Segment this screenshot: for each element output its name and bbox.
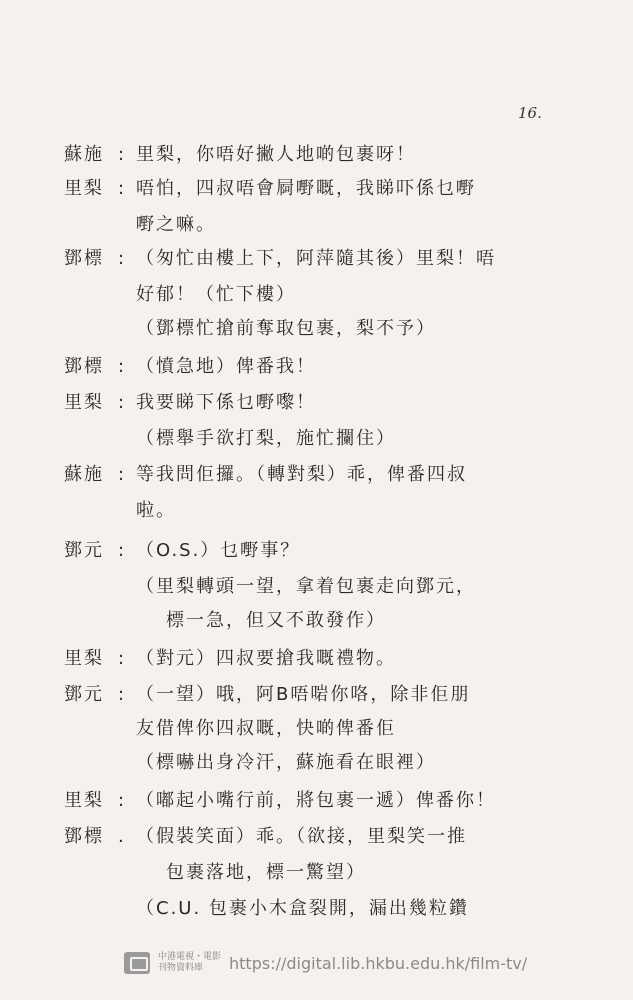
speaker-name: 鄧標 — [64, 248, 104, 269]
speaker-colon: : — [118, 356, 127, 377]
speaker-colon: : — [118, 178, 127, 199]
line-text: 啦。 — [136, 500, 176, 521]
line-text: 我要睇下係乜嘢嚟！ — [136, 392, 316, 413]
line-text: 友借俾你四叔嘅，快啲俾番佢 — [136, 718, 396, 739]
logo-line-2: 刊物資料庫 — [158, 963, 204, 973]
speaker-colon: : — [118, 648, 127, 669]
speaker-colon: : — [118, 790, 127, 811]
speaker-colon: : — [118, 392, 127, 413]
library-logo-icon — [124, 952, 150, 974]
speaker-colon: . — [118, 826, 126, 847]
speaker-name: 蘇施 — [64, 464, 104, 485]
speaker-name: 蘇施 — [64, 144, 104, 165]
line-text: （鄧標忙搶前奪取包裹，梨不予） — [136, 318, 436, 339]
speaker-colon: : — [118, 144, 127, 165]
line-text: （憤急地）俾番我！ — [136, 356, 316, 377]
line-text: 標一急，但又不敢發作） — [166, 610, 386, 631]
line-text: 里梨，你唔好撇人地啲包裹呀！ — [136, 144, 416, 165]
speaker-name: 里梨 — [64, 392, 104, 413]
speaker-name: 鄧元 — [64, 540, 104, 561]
logo-text — [158, 952, 221, 974]
line-text: （對元）四叔要搶我嘅禮物。 — [136, 648, 396, 669]
speaker-colon: : — [118, 464, 127, 485]
line-text: 包裹落地，標一驚望） — [166, 862, 366, 883]
watermark — [124, 952, 527, 974]
speaker-colon: : — [118, 540, 127, 561]
line-text: （C.U. 包裹小木盒裂開，漏出幾粒鑽 — [136, 898, 469, 919]
line-text: （O.S.）乜嘢事？ — [136, 540, 301, 561]
line-text: （標舉手欲打梨，施忙攔住） — [136, 428, 396, 449]
line-text: （嘟起小嘴行前，將包裹一遞）俾番你！ — [136, 790, 496, 811]
line-text: 好郁！（忙下樓） — [136, 284, 296, 305]
line-text: （標嚇出身冷汗，蘇施看在眼裡） — [136, 752, 436, 773]
line-text: （一望）哦，阿B唔啱你咯，除非佢朋 — [136, 684, 471, 705]
speaker-name: 里梨 — [64, 790, 104, 811]
page-number: 16. — [518, 104, 542, 122]
line-text: （匆忙由樓上下，阿萍隨其後）里梨！唔 — [136, 248, 496, 269]
watermark-url: https://digital.lib.hkbu.edu.hk/film-tv/ — [229, 953, 528, 973]
speaker-name: 鄧元 — [64, 684, 104, 705]
line-text: 等我問佢攞。（轉對梨）乖，俾番四叔 — [136, 464, 467, 485]
speaker-colon: : — [118, 248, 127, 269]
line-text: 嘢之嘛。 — [136, 214, 216, 235]
line-text: （里梨轉頭一望，拿着包裹走向鄧元， — [136, 576, 476, 597]
speaker-name: 里梨 — [64, 648, 104, 669]
speaker-colon: : — [118, 684, 127, 705]
speaker-name: 鄧標 — [64, 356, 104, 377]
logo-line-1: 中港電視・電影 — [158, 952, 222, 962]
speaker-name: 鄧標 — [64, 826, 104, 847]
line-text: （假裝笑面）乖。（欲接，里梨笑一推 — [136, 826, 467, 847]
speaker-name: 里梨 — [64, 178, 104, 199]
line-text: 唔怕，四叔唔會屙嘢嘅，我睇吓係乜嘢 — [136, 178, 476, 199]
